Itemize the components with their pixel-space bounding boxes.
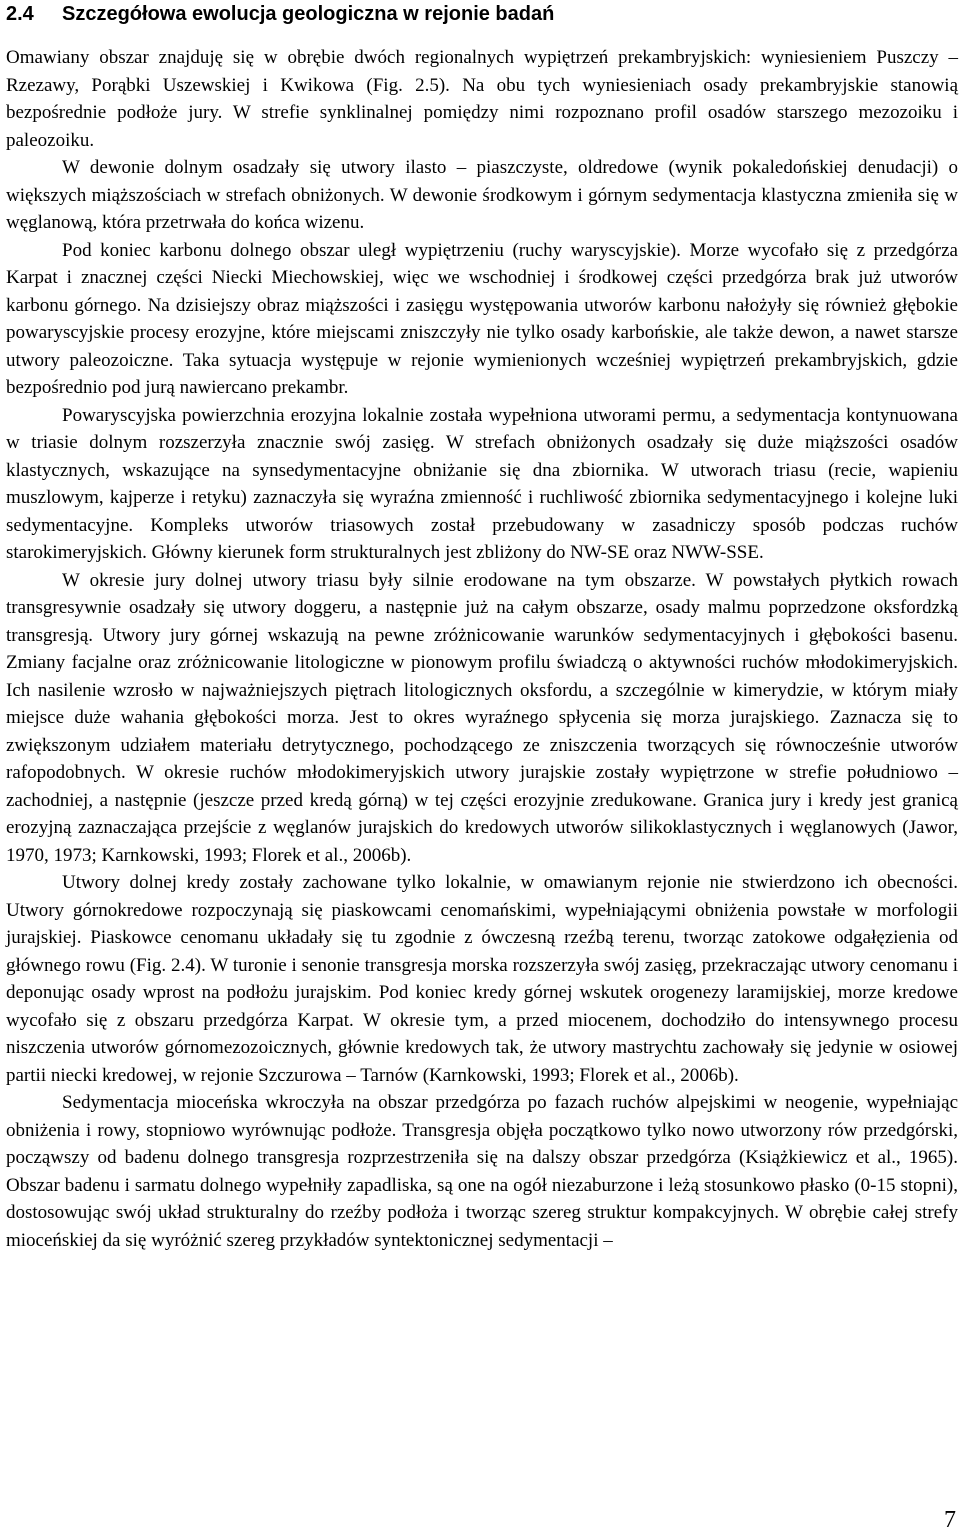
- page-number: 7: [944, 1507, 956, 1533]
- section-heading: [6, 0, 554, 28]
- paragraph: Utwory dolnej kredy zostały zachowane tylko lokalnie, w omawianym rejonie nie stwierdzono ich obecności. Utwory górnokredowe rozpoczynają się piaskowcami cenomańskimi, wypełniającymi obniżenia powstałe w morfologii jurajskiej. Piaskowce cenomanu układały się tu zgodnie z ówczesną rzeźbą terenu, tworząc zatokowe odgałęzienia od głównego rowu (Fig. 2.4). W turonie i senonie transgresja morska rozszerzyła swój zasięg, przekraczając utwory cenomanu i deponując osady wprost na podłożu jurajskim. Pod koniec kredy górnej wskutek orogenezy laramijskiej, morze kredowe wycofało się z obszaru przedgórza Karpat. W okresie tym, a przed miocenem, dochodziło do intensywnego procesu niszczenia utworów górnomezozoicznych, głównie kredowych tak, że utwory mastrychtu zachowały się jedynie w osiowej partii niecki kredowej, w rejonie Szczurowa – Tarnów (Karnkowski, 1993; Florek et al., 2006b).: [6, 872, 958, 1086]
- paragraph: Omawiany obszar znajduję się w obrębie dwóch regionalnych wypiętrzeń prekambryjskich: wyniesieniem Puszczy – Rzezawy, Porąbki Uszewskiej i Kwikowa (Fig. 2.5). Na obu tych wyniesieniach osady prekambryjskie stanowią bezpośrednie podłoże jury. W strefie synklinalnej pomiędzy nimi rozpoznano profil osadów starszego mezozoiku i paleozoiku.: [6, 47, 958, 151]
- section-title: Szczegółowa ewolucja geologiczna w rejonie badań: [62, 3, 555, 25]
- paragraph: Powaryscyjska powierzchnia erozyjna lokalnie została wypełniona utworami permu, a sedymentacja kontynuowana w triasie dolnym rozszerzyła znacznie swój zasięg. W strefach obniżonych osadzały się duże miąższości osadów klastycznych, wskazujące na synsedymentacyjne obniżanie się dna zbiornika. W utworach triasu (recie, wapieniu muszlowym, kajperze i retyku) zaznaczyła się wyraźna zmienność i ruchliwość zbiornika sedymentacyjnego i kolejne luki sedymentacyjne. Kompleks utworów triasowych został przebudowany w zasadniczy sposób podczas ruchów starokimeryjskich. Główny kierunek form strukturalnych jest zbliżony do NW-SE oraz NWW-SSE.: [6, 404, 958, 563]
- body-text: [6, 44, 958, 1254]
- paragraph: W dewonie dolnym osadzały się utwory ilasto – piaszczyste, oldredowe (wynik pokaledońskiej denudacji) o większych miąższościach w strefach obniżonych. W dewonie środkowym i górnym sedymentacja klastyczna zmieniła się w węglanową, która przetrwała do końca wizenu.: [6, 157, 958, 233]
- paragraph: W okresie jury dolnej utwory triasu były silnie erodowane na tym obszarze. W powstałych płytkich rowach transgresywnie osadzały się utwory doggeru, a następnie już na całym obszarze, osady malmu poprzedzone oksfordzką transgresją. Utwory jury górnej wskazują na pewne zróżnicowanie warunków sedymentacyjnych i głębokości basenu. Zmiany facjalne oraz zróżnicowanie litologiczne w pionowym profilu świadczą o aktywności ruchów młodokimeryjskich. Ich nasilenie wzrosło w najważniejszych piętrach litologicznych oksfordu, a szczególnie w kimerydzie, w którym miały miejsce duże wahania głębokości morza. Jest to okres wyraźnego spłycenia się morza jurajskiego. Zaznacza się to zwiększonym udziałem materiału detrytycznego, pochodzącego ze zniszczenia tworzących się równocześnie utworów rafopodobnych. W okresie ruchów młodokimeryjskich utwory jurajskie zostały wypiętrzone w strefie południowo – zachodniej, a następnie (jeszcze przed kredą górną) w tej części erozyjnie zredukowane. Granica jury i kredy jest granicą erozyjną zaznaczająca przejście z węglanów jurajskich do kredowych utworów silikoklastycznych i węglanowych (Jawor, 1970, 1973; Karnkowski, 1993; Florek et al., 2006b).: [6, 569, 958, 866]
- paragraph: Sedymentacja mioceńska wkroczyła na obszar przedgórza po fazach ruchów alpejskimi w neogenie, wypełniając obniżenia i rowy, stopniowo wyrównując podłoże. Transgresja objęła początkowo tylko nowo utworzony rów przedgórski, począwszy od badenu dolnego transgresja rozprzestrzeniła się na dalszy obszar przedgórza (Książkiewicz et al., 1965). Obszar badenu i sarmatu dolnego wypełniły zapadliska, są one na ogół niezaburzone i leżą stosunkowo płasko (0-15 stopni), dostosowując swój układ strukturalny do rzeźby podłoża i tworząc szereg struktur kompakcyjnych. W obrębie całej strefy mioceńskiej da się wyróżnić szereg przykładów syntektonicznej sedymentacji –: [6, 1092, 958, 1251]
- section-number: 2.4: [6, 3, 34, 25]
- paragraph: Pod koniec karbonu dolnego obszar uległ wypiętrzeniu (ruchy waryscyjskie). Morze wycofało się z przedgórza Karpat i znacznej części Niecki Miechowskiej, więc we wschodniej i środkowej części przedgórza brak już utworów karbonu górnego. Na dzisiejszy obraz miąższości i zasięgu występowania utworów karbonu nałożyły się również głębokie powaryscyjskie procesy erozyjne, które miejscami zniszczyły nie tylko osady karbońskie, ale także dewon, a nawet starsze utwory paleozoiczne. Taka sytuacja występuje w rejonie wymienionych wcześniej wypiętrzeń prekambryjskich, gdzie bezpośrednio pod jurą nawiercano prekambr.: [6, 239, 958, 398]
